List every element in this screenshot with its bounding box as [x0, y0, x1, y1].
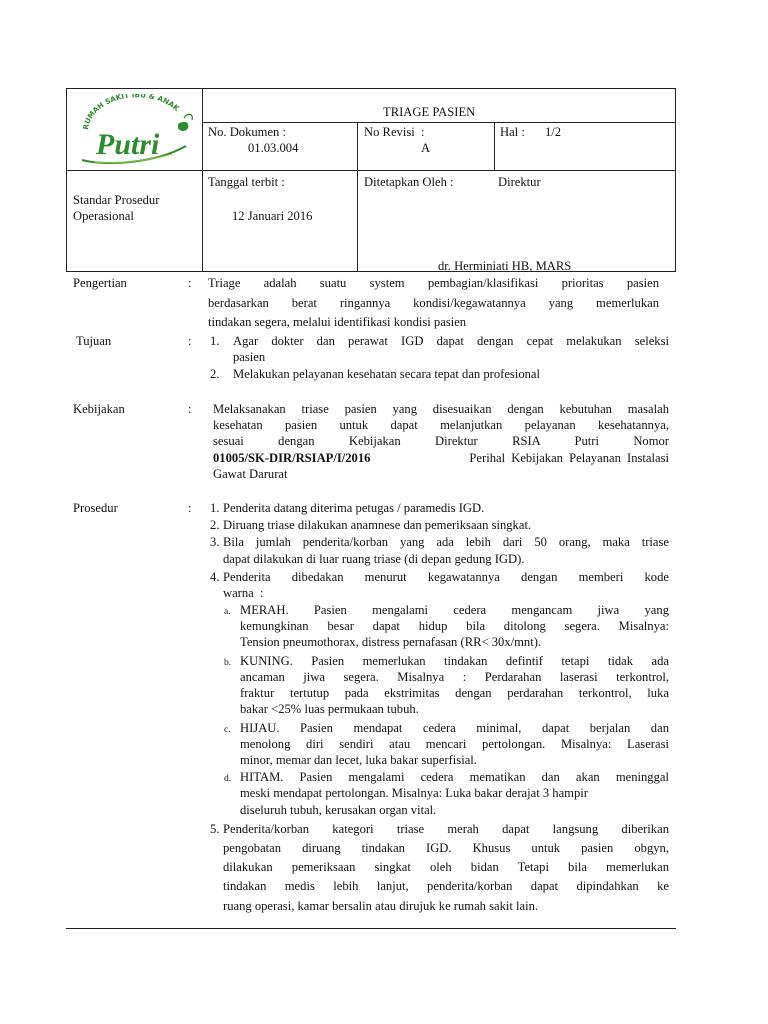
issue-date-label: Tanggal terbit : — [208, 175, 285, 189]
header-divider — [357, 122, 358, 272]
kebijakan-line: kesehatan pasien untuk dapat melanjutkan pelayanan kesehatannya, — [213, 418, 669, 432]
tujuan-item: pasien — [233, 350, 266, 364]
tujuan-item: Melakukan pelayanan kesehatan secara tepat dan profesional — [233, 367, 541, 381]
step-number: 2. — [210, 518, 220, 532]
decree-subject: Perihal Kebijakan Pelayanan Instalasi — [469, 451, 669, 465]
kebijakan-line — [213, 450, 669, 467]
substep-text: meski mendapat pertolongan. Misalnya: Luka bakar derajat 3 hampir — [240, 786, 588, 800]
signatory-name: dr. Herminiati HB, MARS — [438, 259, 572, 273]
step-text: Penderita datang diterima petugas / paramedis IGD. — [223, 501, 485, 515]
logo-emblem-icon — [74, 94, 198, 166]
pengertian-line: Triage adalah suatu system pembagian/klasifikasi prioritas pasien — [208, 276, 659, 290]
kebijakan-line: sesuai dengan Kebijakan Direktur RSIA Putri Nomor — [213, 434, 669, 448]
substep-text: minor, memar dan lecet, luka bakar superfisial. — [240, 753, 477, 767]
doc-number-label: No. Dokumen : — [208, 125, 287, 139]
step-text: Penderita/korban kategori triase merah dapat langsung diberikan — [223, 822, 669, 836]
pengertian-line: tindakan segera, melalui identifikasi kondisi pasien — [208, 315, 467, 329]
step-text: dilakukan pemeriksaan singkat oleh bidan Tetapi bila memerlukan — [223, 860, 669, 874]
tujuan-item-number: 2. — [210, 367, 220, 381]
header-divider — [66, 170, 676, 171]
header-divider — [202, 122, 676, 123]
step-text: Diruang triase dilakukan anamnese dan pemeriksaan singkat. — [223, 518, 532, 532]
hospital-logo — [74, 94, 198, 166]
pengertian-colon: : — [188, 276, 192, 290]
tujuan-item-number: 1. — [210, 334, 220, 348]
substep-letter: b. — [224, 658, 232, 668]
kebijakan-colon: : — [188, 402, 192, 416]
substep-text: Tension pneumothorax, distress pernafasan (RR< 30x/mnt). — [240, 635, 542, 649]
substep-text: diseluruh tubuh, kerusakan organ vital. — [240, 803, 437, 817]
page-value: 1/2 — [545, 125, 562, 139]
substep-text: HITAM. Pasien mengalami cedera mematikan dan akan meninggal — [240, 770, 669, 784]
pengertian-line: berdasarkan berat ringannya kondisi/kegawatannya yang memerlukan — [208, 296, 659, 310]
substep-text: bakar <25% luas permukaan tubuh. — [240, 702, 419, 716]
logo-word: Putri — [96, 128, 160, 161]
substep-text: fraktur tertutup pada ekstrimitas dengan perdarahan terkontrol, luka — [240, 686, 669, 700]
substep-letter: c. — [224, 725, 231, 735]
doc-number-value: 01.03.004 — [248, 141, 299, 155]
sop-title-line2: Operasional — [73, 209, 134, 223]
issue-date-value: 12 Januari 2016 — [232, 209, 313, 223]
substep-text: MERAH. Pasien mengalami cedera mengancam jiwa yang — [240, 603, 669, 617]
step-number: 1. — [210, 501, 220, 515]
tujuan-colon: : — [188, 334, 192, 348]
prosedur-colon: : — [188, 501, 192, 515]
substep-letter: d. — [224, 774, 232, 784]
substep-text: ancaman jiwa segera. Misalnya : Perdarahan laserasi terkontrol, — [240, 670, 669, 684]
substep-letter: a. — [224, 607, 231, 617]
substep-text: kemungkinan besar dapat hidup bila ditolong segera. Misalnya: — [240, 619, 669, 633]
revision-value: A — [421, 141, 431, 155]
tujuan-label: Tujuan — [76, 334, 112, 348]
kebijakan-line: Gawat Darurat — [213, 467, 288, 481]
set-by-value: Direktur — [498, 175, 541, 189]
pengertian-label: Pengertian — [73, 276, 127, 290]
footer-divider — [66, 928, 676, 929]
kebijakan-line: Melaksanakan triase pasien yang disesuaikan dengan kebutuhan masalah — [213, 402, 669, 416]
step-number: 4. — [210, 570, 220, 584]
step-text: dapat dilakukan di luar ruang triase (di depan gedung IGD). — [223, 552, 525, 566]
tujuan-item: Agar dokter dan perawat IGD dapat dengan cepat melakukan seleksi — [233, 334, 669, 348]
document-title: TRIAGE PASIEN — [383, 105, 476, 119]
substep-text: KUNING. Pasien memerlukan tindakan defintif tetapi tidak ada — [240, 654, 669, 668]
step-text: Penderita dibedakan menurut kegawatannya dengan memberi kode — [223, 570, 669, 584]
step-text: Bila jumlah penderita/korban yang ada lebih dari 50 orang, maka triase — [223, 535, 669, 549]
prosedur-label: Prosedur — [73, 501, 118, 515]
decree-number: 01005/SK-DIR/RSIAP/I/2016 — [213, 451, 371, 465]
substep-text: HIJAU. Pasien mendapat cedera minimal, dapat berjalan dan — [240, 721, 669, 735]
substep-text: menolong diri sendiri atau mencari pertolongan. Misalnya: Laserasi — [240, 737, 669, 751]
kebijakan-label: Kebijakan — [73, 402, 125, 416]
step-text: pengobatan diruang tindakan IGD. Khusus untuk pasien obgyn, — [223, 841, 669, 855]
step-number: 5. — [210, 822, 220, 836]
set-by-label: Ditetapkan Oleh : — [364, 175, 454, 189]
page-label: Hal : — [500, 125, 525, 139]
step-number: 3. — [210, 535, 220, 549]
step-text: tindakan medis lebih lanjut, penderita/korban dapat dipindahkan ke — [223, 879, 669, 893]
step-text: ruang operasi, kamar bersalin atau dirujuk ke rumah sakit lain. — [223, 899, 539, 913]
header-divider — [202, 88, 203, 272]
revision-label: No Revisi : — [364, 125, 425, 139]
header-divider — [494, 122, 495, 170]
sop-title-line1: Standar Prosedur — [73, 193, 160, 207]
svg-text:RUMAH SAKIT IBU & ANAK: RUMAH SAKIT IBU & ANAK — [80, 94, 182, 131]
step-text: warna : — [223, 586, 264, 600]
